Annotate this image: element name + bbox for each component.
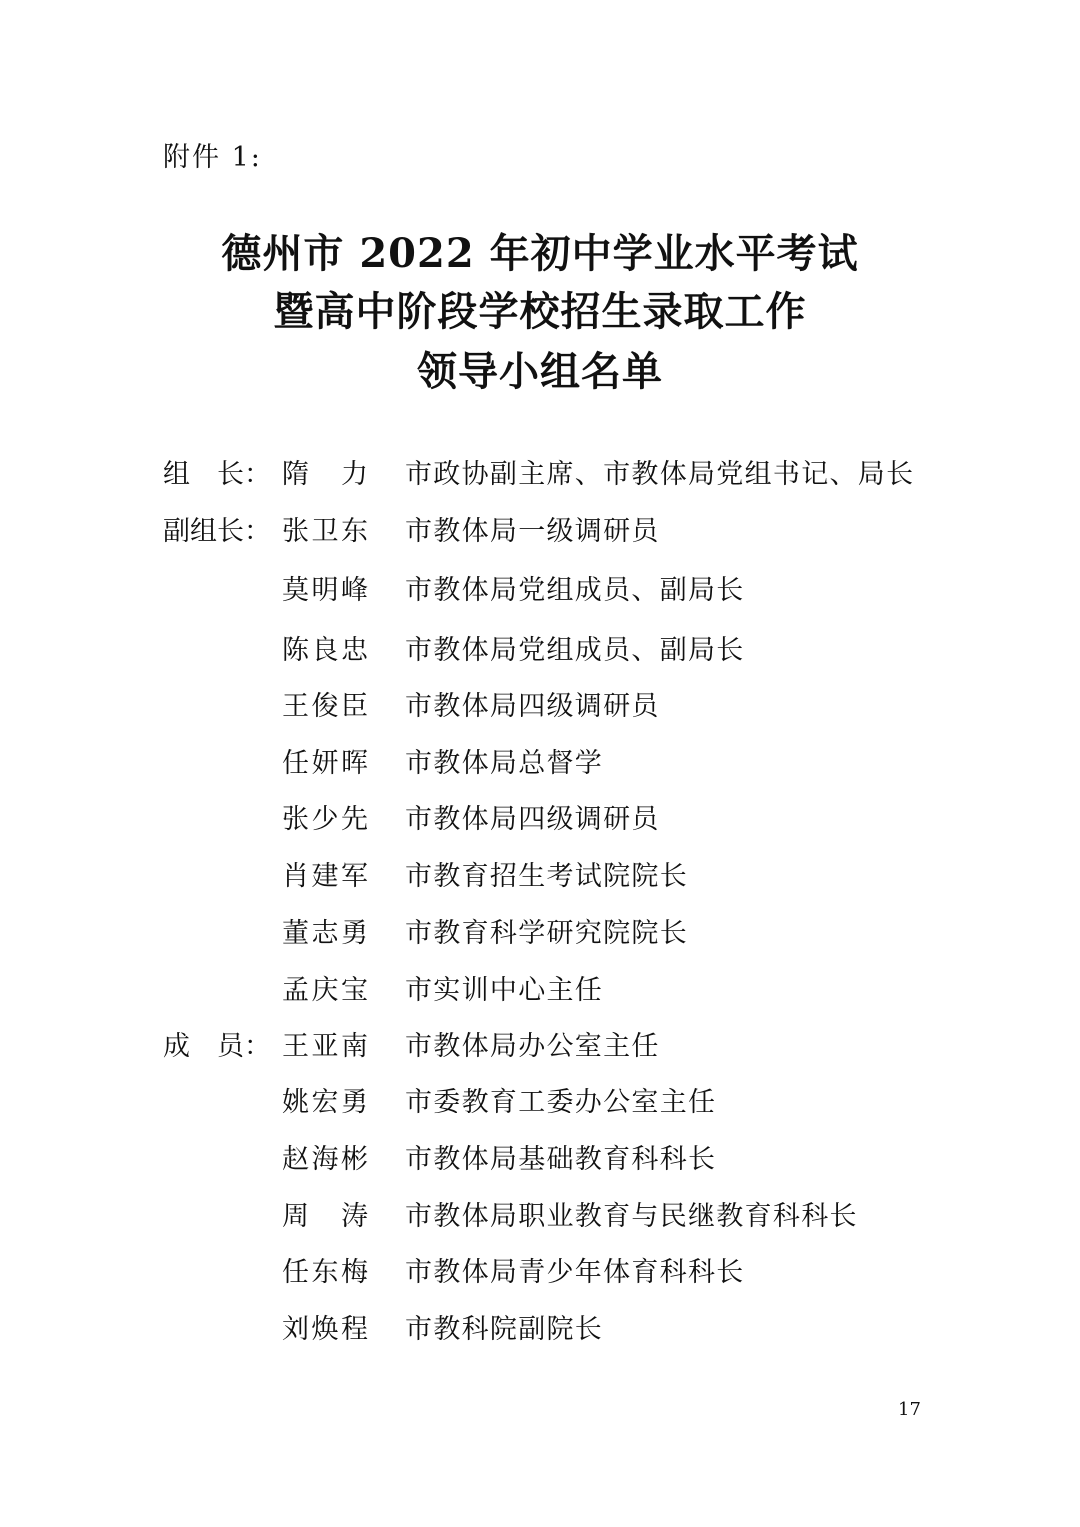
member-position: 市教体局总督学 — [405, 748, 604, 779]
attachment-label: 附件 1: — [163, 142, 262, 173]
member-row — [0, 1197, 1080, 1253]
member-role: 副组长： — [163, 516, 271, 547]
member-row — [0, 687, 1080, 743]
member-name: 张少先 — [282, 804, 368, 835]
member-name: 隋 力 — [282, 459, 368, 490]
member-name: 姚宏勇 — [282, 1087, 368, 1118]
member-position: 市教体局职业教育与民继教育科科长 — [405, 1201, 858, 1232]
document-title-line-2: 暨高中阶段学校招生录取工作 — [273, 288, 807, 335]
member-name: 董志勇 — [282, 918, 368, 949]
member-name: 刘焕程 — [282, 1314, 368, 1345]
member-position: 市教体局党组成员、副局长 — [405, 635, 745, 666]
member-name: 任东梅 — [282, 1257, 368, 1288]
member-row — [0, 800, 1080, 856]
page-number: 17 — [898, 1399, 921, 1420]
document-title-line-1: 德州市 2022 年初中学业水平考试 — [221, 230, 859, 277]
member-name: 周 涛 — [282, 1201, 368, 1232]
member-row — [0, 631, 1080, 687]
member-position: 市教体局四级调研员 — [405, 804, 660, 835]
member-name: 肖建军 — [282, 861, 368, 892]
member-position: 市委教育工委办公室主任 — [405, 1087, 717, 1118]
member-position: 市教体局青少年体育科科长 — [405, 1257, 745, 1288]
member-position: 市教体局四级调研员 — [405, 691, 660, 722]
member-row — [0, 571, 1080, 627]
member-position: 市教育招生考试院院长 — [405, 861, 688, 892]
member-row — [0, 1027, 1080, 1083]
member-name: 王俊臣 — [282, 691, 368, 722]
member-role: 成 员： — [163, 1031, 271, 1062]
member-name: 赵海彬 — [282, 1144, 368, 1175]
member-row — [0, 512, 1080, 568]
member-name: 张卫东 — [282, 516, 368, 547]
member-name: 孟庆宝 — [282, 975, 368, 1006]
member-name: 莫明峰 — [282, 575, 368, 606]
member-row — [0, 744, 1080, 800]
member-position: 市实训中心主任 — [405, 975, 604, 1006]
member-row — [0, 914, 1080, 970]
member-row — [0, 1253, 1080, 1309]
member-row — [0, 1140, 1080, 1196]
member-position: 市教科院副院长 — [405, 1314, 604, 1345]
member-position: 市政协副主席、市教体局党组书记、局长 — [405, 459, 915, 490]
member-name: 王亚南 — [282, 1031, 368, 1062]
member-position: 市教体局基础教育科科长 — [405, 1144, 717, 1175]
member-row — [0, 971, 1080, 1027]
member-position: 市教体局党组成员、副局长 — [405, 575, 745, 606]
member-row — [0, 1083, 1080, 1139]
member-position: 市教育科学研究院院长 — [405, 918, 688, 949]
member-name: 任妍晖 — [282, 748, 368, 779]
member-row — [0, 857, 1080, 913]
member-name: 陈良忠 — [282, 635, 368, 666]
member-position: 市教体局办公室主任 — [405, 1031, 660, 1062]
member-row — [0, 455, 1080, 511]
document-title-line-3: 领导小组名单 — [417, 348, 663, 395]
member-role: 组 长： — [163, 459, 271, 490]
member-position: 市教体局一级调研员 — [405, 516, 660, 547]
member-row — [0, 1310, 1080, 1366]
